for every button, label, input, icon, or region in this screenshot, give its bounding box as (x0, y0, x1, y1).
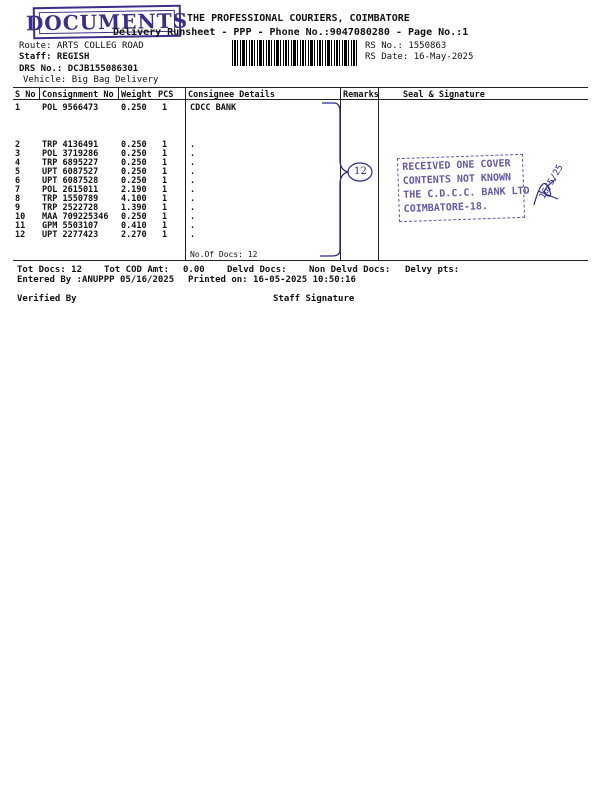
tot-docs: Tot Docs: 12 (17, 265, 83, 275)
header-weight: Weight (121, 90, 152, 100)
handwritten-count: 12 (354, 166, 367, 177)
verified-by: Verified By (17, 294, 77, 304)
table-row: 1 POL 9566473 0.250 1 CDCC BANK (15, 103, 237, 113)
table-row: 7 POL 2615011 2.190 1 . (15, 185, 196, 195)
table-row: 12 UPT 2277423 2.270 1 . (15, 230, 196, 240)
drs-number: DRS No.: DCJB155086301 (19, 64, 139, 74)
header-consignee: Consignee Details (188, 90, 275, 100)
no-of-docs: No.Of Docs: 12 (190, 250, 258, 259)
table-row: 5 UPT 6087527 0.250 1 . (15, 167, 196, 177)
header-consignment: Consignment No (42, 90, 114, 100)
entry-row (0, 275, 600, 284)
table-row: 10 MAA 709225346 0.250 1 . (15, 212, 196, 222)
runsheet-subtitle: Delivery Runsheet - PPP - Phone No.:9047080280 - Page No.:1 (113, 27, 469, 38)
rs-date: RS Date: 16-May-2025 (365, 52, 474, 62)
header-sno: S No (15, 90, 36, 100)
received-stamp: RECEIVED ONE COVER CONTENTS NOT KNOWN THE C.D.C.C. BANK LTD COIMBATORE-18. (397, 154, 525, 222)
table-row: 9 TRP 2522728 1.390 1 . (15, 203, 196, 213)
signature-date: 16/5/25 (538, 163, 566, 201)
barcode (232, 40, 358, 66)
documents-stamp-logo: DOCUMENTS (33, 5, 182, 40)
route: Route: ARTS COLLEG ROAD (19, 41, 144, 51)
table-row: 2 TRP 4136491 0.250 1 . (15, 140, 196, 150)
totals-row (0, 265, 600, 274)
header-pcs: PCS (158, 90, 174, 100)
delvd-docs: Delvd Docs: (227, 265, 287, 275)
tot-cod-label: Tot COD Amt: (104, 265, 170, 275)
table-row: 4 TRP 6895227 0.250 1 . (15, 158, 196, 168)
delvy-pts: Delvy pts: (405, 265, 460, 275)
header-remarks: Remarks (343, 90, 379, 100)
table-row: 6 UPT 6087528 0.250 1 . (15, 176, 196, 186)
staff: Staff: REGISH (19, 52, 90, 62)
rs-number: RS No.: 1550863 (365, 41, 447, 51)
header-seal: Seal & Signature (403, 90, 485, 100)
company-title: THE PROFESSIONAL COURIERS, COIMBATORE (187, 13, 410, 24)
table-row: 3 POL 3719286 0.250 1 . (15, 149, 196, 159)
printed-on: Printed on: 16-05-2025 10:50:16 (188, 275, 356, 285)
vehicle: Vehicle: Big Bag Delivery (23, 75, 159, 85)
handwritten-bracket (320, 100, 380, 260)
non-delvd-docs: Non Delvd Docs: (309, 265, 391, 275)
tot-cod-value: 0.00 (183, 265, 205, 275)
table-header (0, 90, 600, 99)
table-row: 11 GPM 5503107 0.410 1 . (15, 221, 196, 231)
staff-signature: Staff Signature (273, 294, 355, 304)
entered-by: Entered By :ANUPPP 05/16/2025 (17, 275, 175, 285)
table-row: 8 TRP 1550789 4.100 1 . (15, 194, 196, 204)
